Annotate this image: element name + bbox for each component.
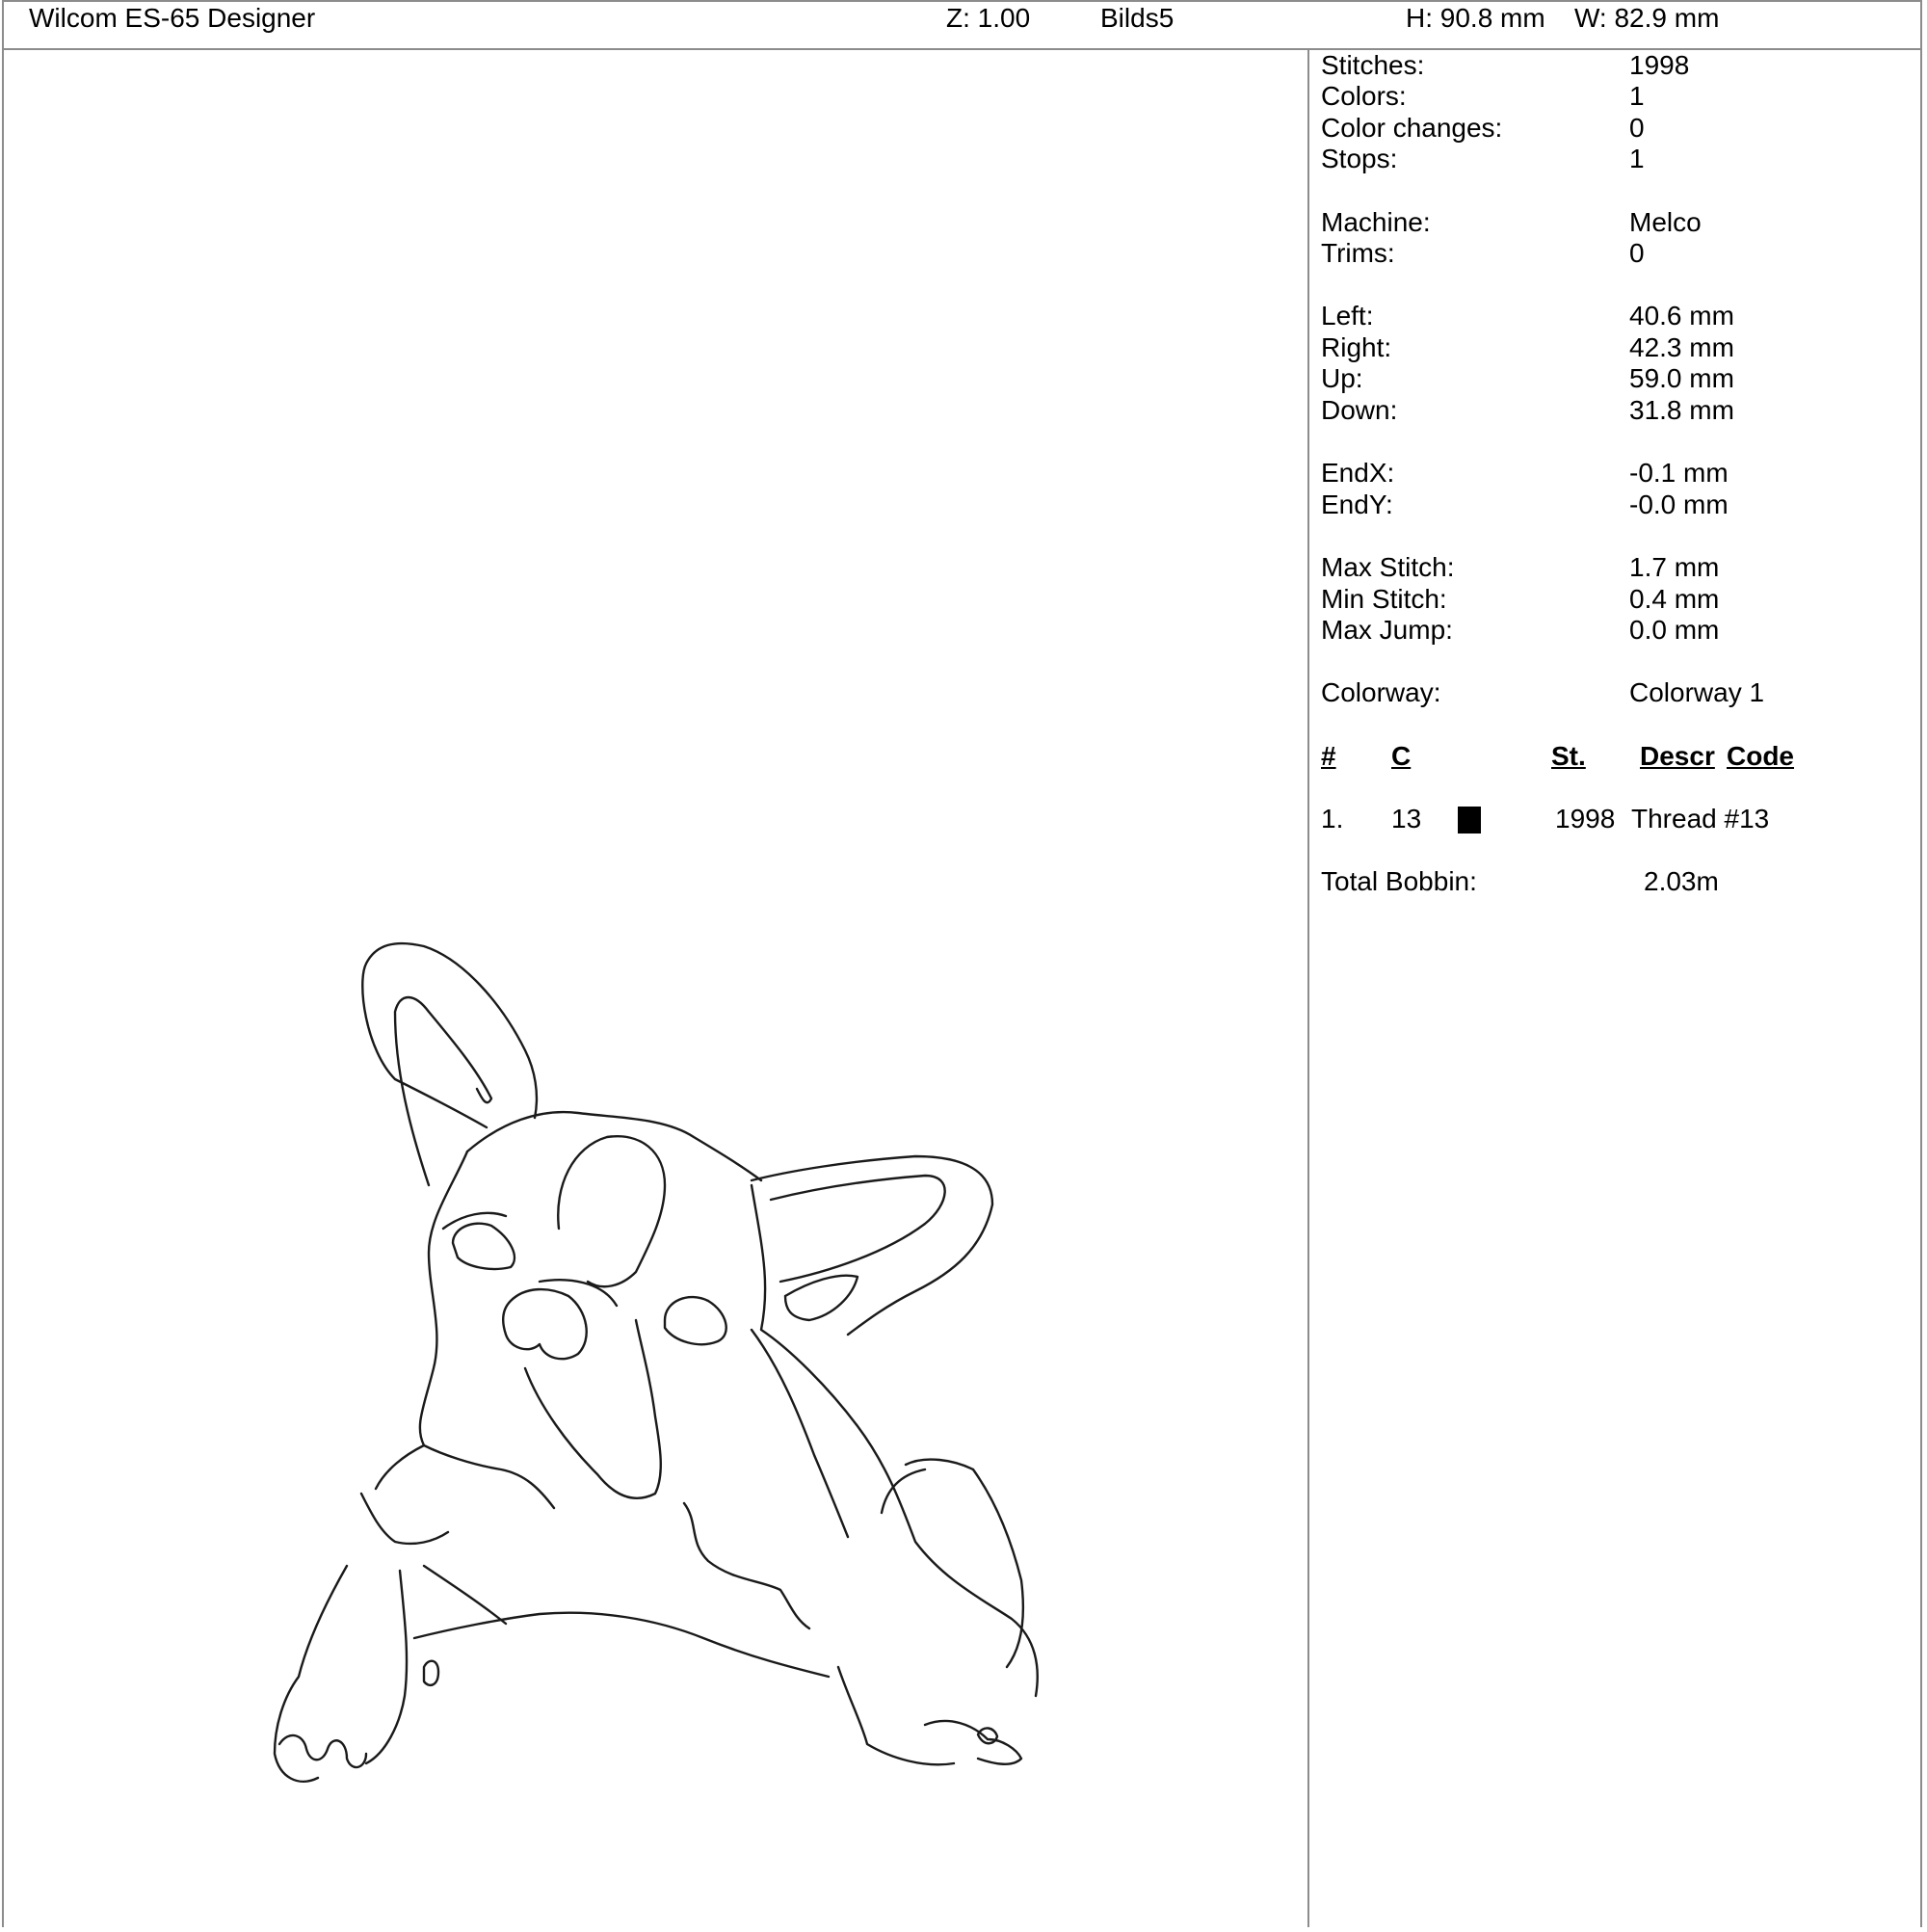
body-right bbox=[752, 1185, 1038, 1696]
left-cheek bbox=[376, 1445, 424, 1489]
panel-divider bbox=[1307, 50, 1309, 1927]
thread-num: 1. bbox=[1321, 804, 1344, 834]
col-header-color: C bbox=[1391, 741, 1412, 771]
right-front-leg bbox=[838, 1667, 954, 1764]
col-header-num: # bbox=[1321, 741, 1336, 771]
thread-stitches: 1998 bbox=[1555, 804, 1616, 834]
left-eye bbox=[453, 1224, 515, 1269]
left-paw-toes bbox=[279, 1735, 366, 1767]
right-paw-pad bbox=[978, 1728, 997, 1743]
zoom-level: Z: 1.00 bbox=[946, 3, 1031, 33]
nose bbox=[503, 1289, 586, 1359]
belly bbox=[414, 1613, 829, 1677]
chest bbox=[684, 1503, 809, 1628]
file-name: Bilds5 bbox=[1100, 3, 1175, 33]
right-ear-inner bbox=[771, 1176, 945, 1282]
right-paw-toes bbox=[925, 1721, 1021, 1764]
thread-color-code: 13 bbox=[1391, 804, 1422, 834]
left-leg-inner bbox=[366, 1571, 407, 1763]
left-eye-brow bbox=[443, 1213, 506, 1229]
design-height: H: 90.8 mm bbox=[1406, 3, 1545, 33]
forehead-patch bbox=[558, 1136, 665, 1286]
muzzle bbox=[525, 1320, 661, 1498]
nose-bridge bbox=[540, 1280, 617, 1306]
total-bobbin-label: Total Bobbin: bbox=[1321, 866, 1477, 896]
left-chest bbox=[361, 1494, 448, 1544]
col-header-code: Code bbox=[1727, 741, 1794, 771]
thread-description: Thread #13 bbox=[1631, 804, 1770, 834]
design-canvas[interactable] bbox=[4, 52, 1307, 1927]
thread-color-swatch bbox=[1458, 807, 1481, 834]
col-header-descr: Descr bbox=[1640, 741, 1715, 771]
left-ear-inner bbox=[395, 997, 491, 1185]
app-title: Wilcom ES-65 Designer bbox=[29, 3, 316, 33]
head-top bbox=[467, 1112, 761, 1180]
right-ear-fold bbox=[785, 1276, 858, 1320]
right-border bbox=[1920, 0, 1922, 1927]
belly-inner bbox=[424, 1566, 506, 1624]
title-bar bbox=[2, 0, 1922, 50]
embroidery-design bbox=[4, 52, 1307, 1927]
small-paw bbox=[424, 1661, 438, 1685]
right-eye bbox=[665, 1297, 726, 1344]
right-leg bbox=[906, 1460, 1023, 1667]
total-bobbin-value: 2.03m bbox=[1644, 866, 1719, 896]
design-width: W: 82.9 mm bbox=[1574, 3, 1720, 33]
col-header-stitches: St. bbox=[1551, 741, 1586, 771]
left-front-leg bbox=[275, 1566, 347, 1782]
face-left bbox=[420, 1151, 554, 1508]
